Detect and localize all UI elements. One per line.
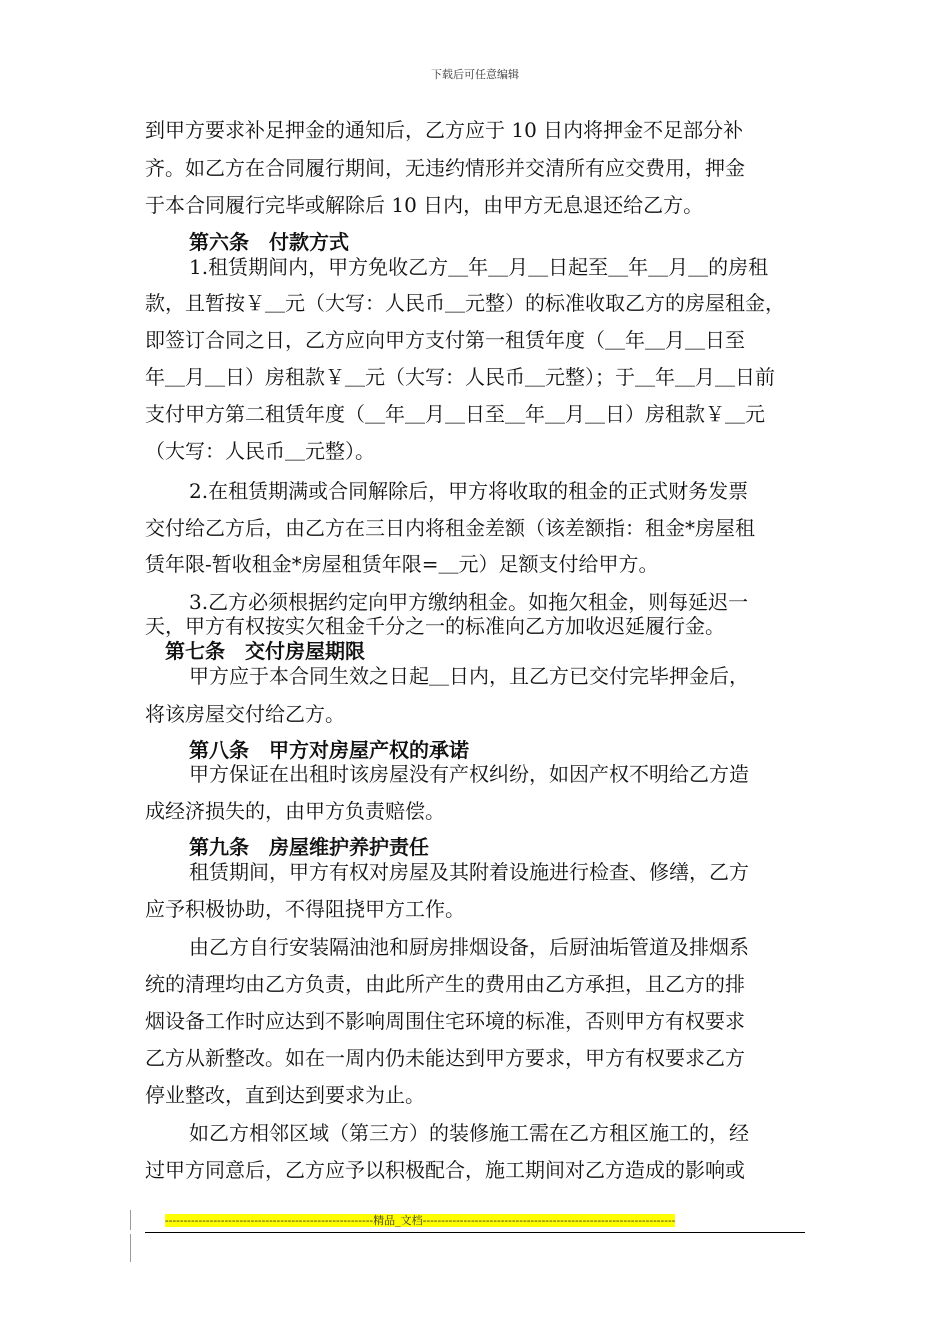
paragraph-line: 由乙方自行安装隔油池和厨房排烟设备，后厨油垢管道及排烟系 bbox=[189, 935, 749, 959]
section-heading-8: 第八条 甲方对房屋产权的承诺 bbox=[189, 738, 469, 762]
paragraph-line: 租赁期间，甲方有权对房屋及其附着设施进行检查、修缮，乙方 bbox=[189, 860, 749, 884]
page-footer bbox=[165, 1214, 785, 1228]
paragraph-line: 甲方保证在出租时该房屋没有产权纠纷，如因产权不明给乙方造 bbox=[189, 762, 749, 786]
paragraph-line: 于本合同履行完毕或解除后 10 日内，由甲方无息退还给乙方。 bbox=[145, 193, 704, 217]
paragraph-line: 过甲方同意后，乙方应予以积极配合，施工期间对乙方造成的影响或 bbox=[145, 1158, 745, 1182]
paragraph-line: 统的清理均由乙方负责，由此所产生的费用由乙方承担，且乙方的排 bbox=[145, 972, 745, 996]
paragraph-line: 款，且暂按￥＿元（大写：人民币＿元整）的标准收取乙方的房屋租金， bbox=[145, 291, 785, 315]
paragraph-line: 即签订合同之日，乙方应向甲方支付第一租赁年度（＿年＿月＿日至 bbox=[145, 328, 745, 352]
margin-mark bbox=[130, 1234, 131, 1262]
footer-rule bbox=[145, 1232, 805, 1233]
section-heading-9: 第九条 房屋维护养护责任 bbox=[189, 835, 429, 859]
paragraph-line: 1.租赁期间内，甲方免收乙方＿年＿月＿日起至＿年＿月＿的房租 bbox=[189, 255, 769, 279]
paragraph-line: 交付给乙方后，由乙方在三日内将租金差额（该差额指：租金*房屋租 bbox=[145, 516, 755, 540]
paragraph-line: 停业整改，直到达到要求为止。 bbox=[145, 1083, 425, 1107]
paragraph-line: 应予积极协助，不得阻挠甲方工作。 bbox=[145, 897, 465, 921]
paragraph-line: 支付甲方第二租赁年度（＿年＿月＿日至＿年＿月＿日）房租款￥＿元 bbox=[145, 402, 765, 426]
paragraph-line: 齐。如乙方在合同履行期间，无违约情形并交清所有应交费用，押金 bbox=[145, 156, 745, 180]
paragraph-line: 乙方从新整改。如在一周内仍未能达到甲方要求，甲方有权要求乙方 bbox=[145, 1046, 745, 1070]
paragraph-line: 2.在租赁期满或合同解除后，甲方将收取的租金的正式财务发票 bbox=[189, 479, 749, 503]
page-header: 下载后可任意编辑 bbox=[431, 68, 519, 81]
paragraph-line: 成经济损失的，由甲方负责赔偿。 bbox=[145, 799, 445, 823]
paragraph-line: 赁年限-暂收租金*房屋租赁年限=＿元）足额支付给甲方。 bbox=[145, 552, 659, 576]
paragraph-line: 甲方应于本合同生效之日起＿日内，且乙方已交付完毕押金后， bbox=[189, 664, 749, 688]
paragraph-line: 3.乙方必须根据约定向甲方缴纳租金。如拖欠租金，则每延迟一 bbox=[189, 590, 749, 614]
paragraph-line: 年＿月＿日）房租款￥＿元（大写：人民币＿元整）；于＿年＿月＿日前 bbox=[145, 365, 775, 389]
section-heading-7: 第七条 交付房屋期限 bbox=[165, 639, 365, 663]
section-heading-6: 第六条 付款方式 bbox=[189, 230, 349, 254]
paragraph-line: （大写：人民币＿元整）。 bbox=[145, 439, 375, 463]
margin-mark bbox=[130, 1210, 131, 1230]
footer-highlight-text: --------------------------------------------------------精品_文档-------------------------------------------------------------------- bbox=[165, 1214, 676, 1227]
paragraph-line: 如乙方相邻区域（第三方）的装修施工需在乙方租区施工的，经 bbox=[189, 1121, 749, 1145]
paragraph-line: 将该房屋交付给乙方。 bbox=[145, 702, 345, 726]
paragraph-line: 天，甲方有权按实欠租金千分之一的标准向乙方加收迟延履行金。 bbox=[145, 614, 725, 638]
paragraph-line: 烟设备工作时应达到不影响周围住宅环境的标准，否则甲方有权要求 bbox=[145, 1009, 745, 1033]
paragraph-line: 到甲方要求补足押金的通知后，乙方应于 10 日内将押金不足部分补 bbox=[145, 118, 744, 142]
